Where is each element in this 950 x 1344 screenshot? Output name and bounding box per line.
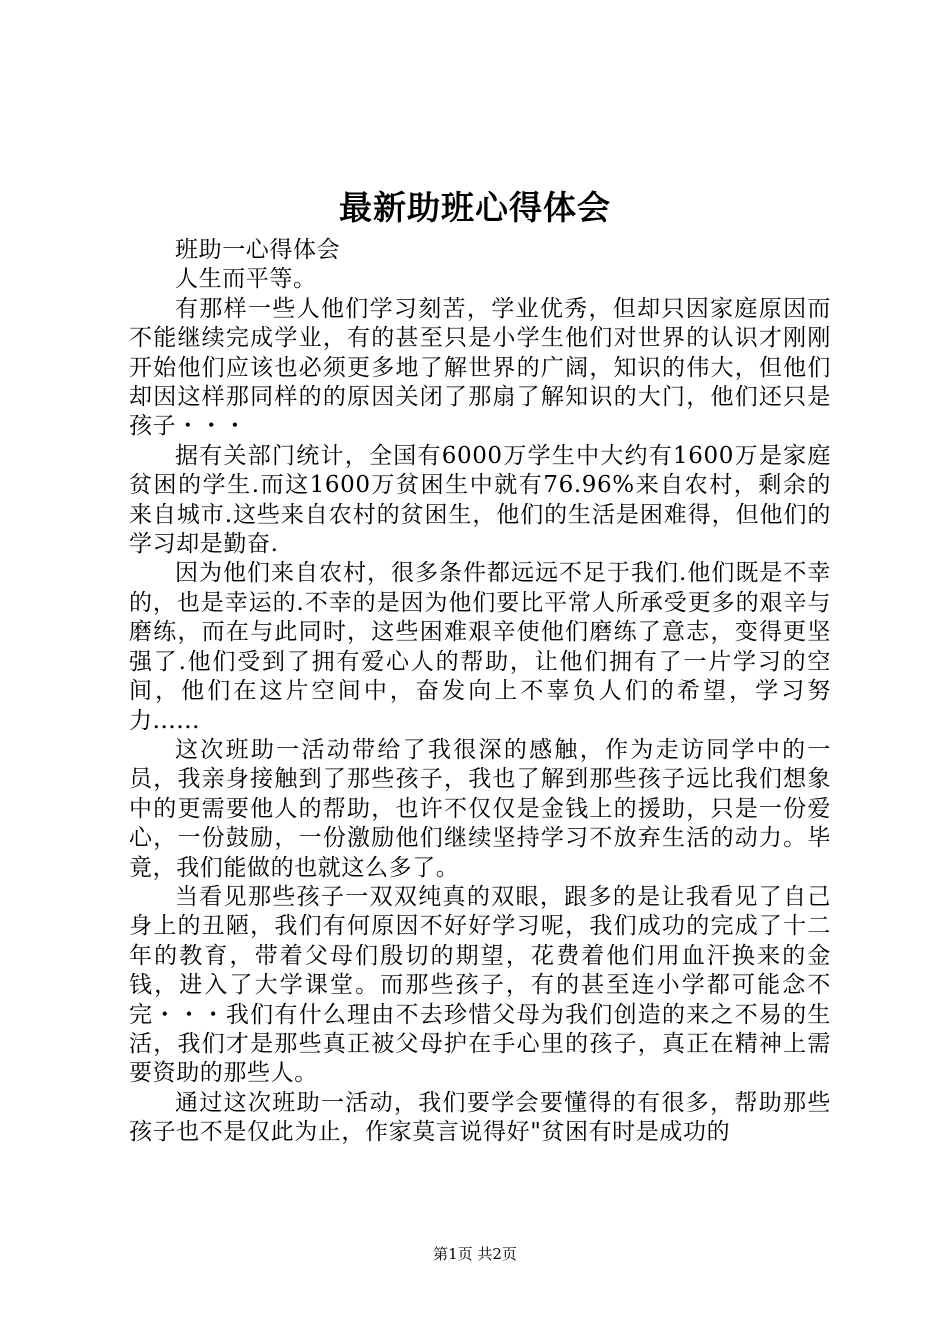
body-paragraph: 因为他们来自农村，很多条件都远远不足于我们.他们既是不幸的，也是幸运的.不幸的是因为他们要比平常人所承受更多的艰辛与磨练，而在与此同时，这些困难艰辛使他们磨练了意志，变得更坚强了.他们受到了拥有爱心人的帮助，让他们拥有了一片学习的空间，他们在这片空间中，奋发向上不辜负人们的希望，学习努力......	[129, 560, 831, 734]
subtitle-paragraph: 班助一心得体会	[175, 237, 341, 263]
body-paragraph: 当看见那些孩子一双双纯真的双眼，跟多的是让我看见了自己身上的丑陋，我们有何原因不好好学习呢，我们成功的完成了十二年的教育，带着父母们殷切的期望，花费着他们用血汗换来的金钱，进入了大学课堂。而那些孩子，有的甚至连小学都可能念不完・・・我们有什么理由不去珍惜父母为我们创造的来之不易的生活，我们才是那些真正被父母护在手心里的孩子，真正在精神上需要资助的那些人。	[129, 883, 831, 1087]
body-paragraph: 通过这次班助一活动，我们要学会要懂得的有很多，帮助那些孩子也不是仅此为止，作家莫言说得好"贫困有时是成功的	[129, 1089, 831, 1146]
document-title: 最新助班心得体会	[339, 188, 611, 227]
body-paragraph: 有那样一些人他们学习刻苦，学业优秀，但却只因家庭原因而不能继续完成学业，有的甚至只是小学生他们对世界的认识才刚刚开始他们应该也必须更多地了解世界的广阔，知识的伟大，但他们却因这样那同样的的原因关闭了那扇了解知识的大门，他们还只是孩子・・・	[129, 295, 831, 440]
body-paragraph: 人生而平等。	[175, 266, 317, 293]
body-paragraph: 这次班助一活动带给了我很深的感触，作为走访同学中的一员，我亲身接触到了那些孩子，我也了解到那些孩子远比我们想象中的更需要他人的帮助，也许不仅仅是金钱上的援助，只是一份爱心，一份鼓励，一份激励他们继续坚持学习不放弃生活的动力。毕竟，我们能做的也就这么多了。	[129, 736, 831, 881]
body-paragraph: 据有关部门统计，全国有6000万学生中大约有1600万是家庭贫困的学生.而这1600万贫困生中就有76.96%来自农村，剩余的来自城市.这些来自农村的贫困生，他们的生活是困难得，但他们的学习却是勤奋.	[129, 442, 831, 558]
document-body	[129, 236, 831, 1148]
page-number-footer: 第1页 共2页	[433, 1245, 517, 1263]
